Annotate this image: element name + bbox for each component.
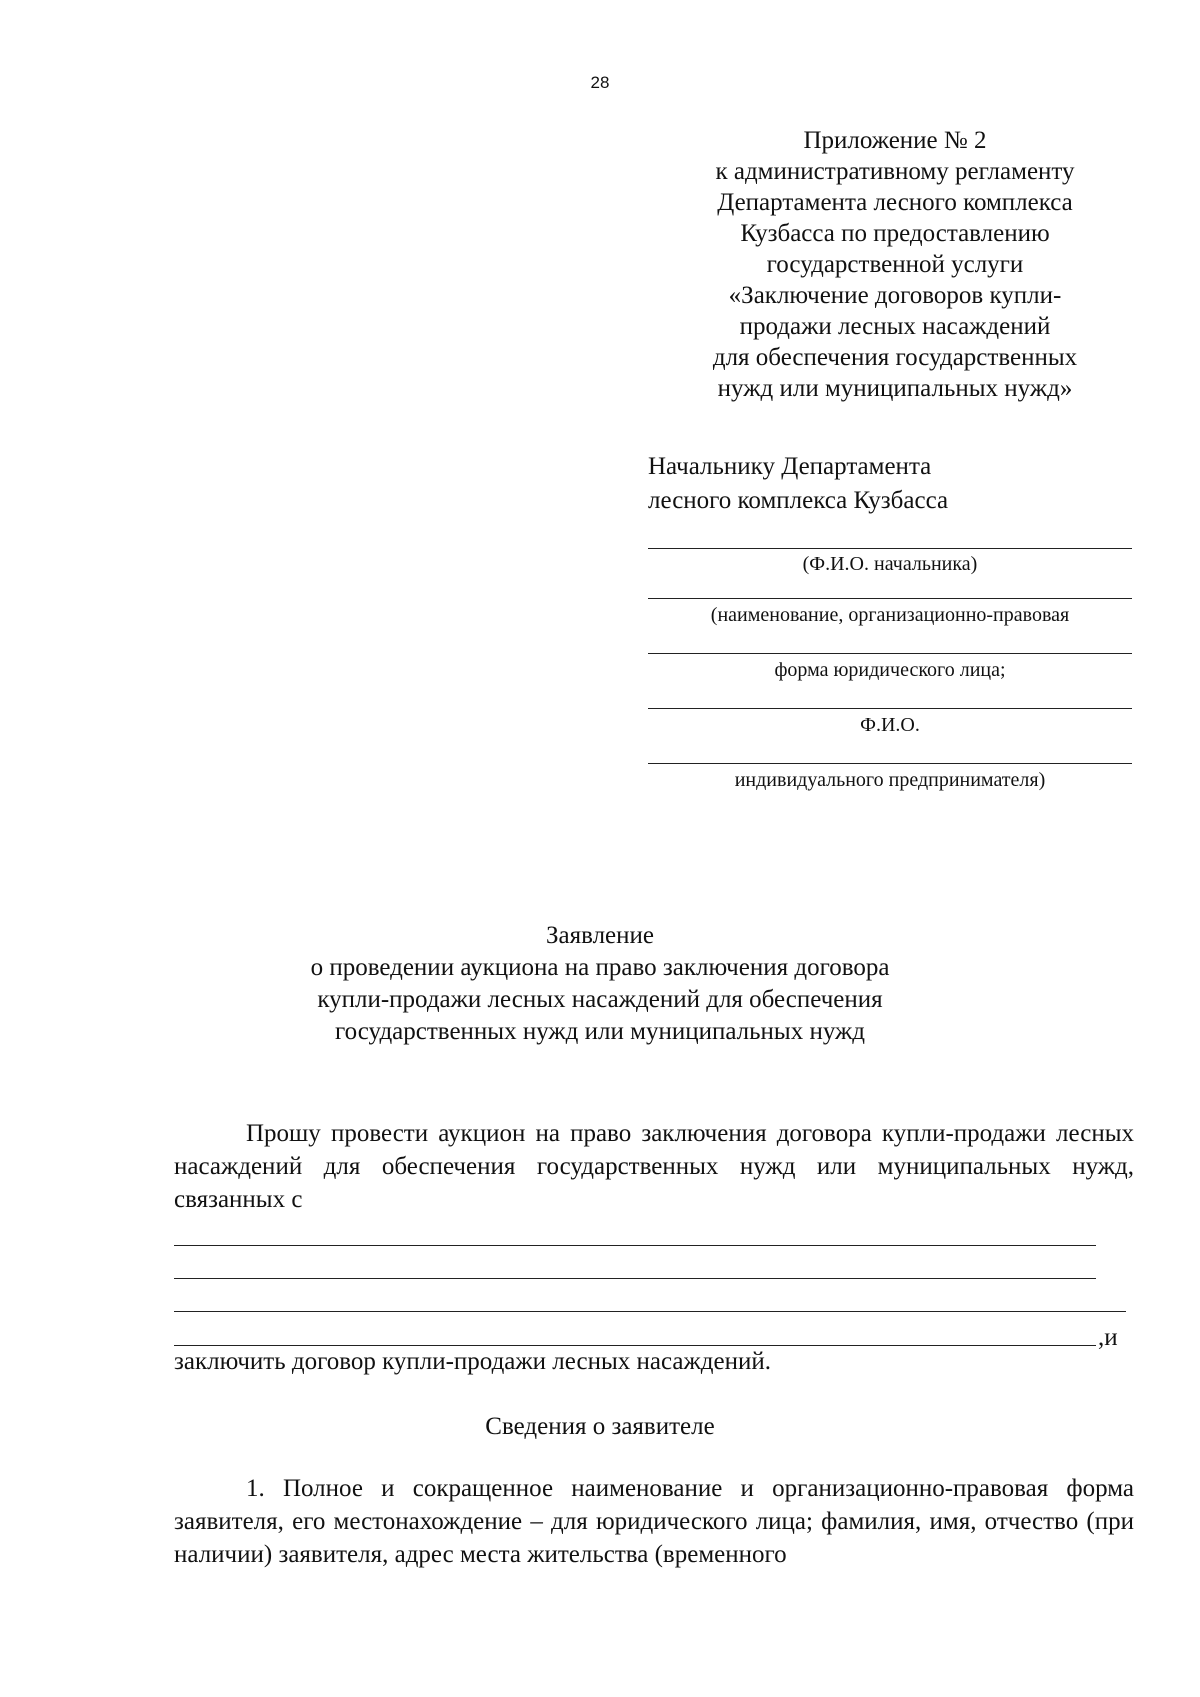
- purpose-blank-line: [174, 1311, 1126, 1312]
- request-paragraph: Прошу провести аукцион на право заключения договора купли-продажи лесных насаждений для обеспечения государственных нужд или муниципальных нужд, связанных с: [174, 1120, 1134, 1213]
- entrepreneur-caption: индивидуального предпринимателя): [734, 769, 1046, 791]
- annex-line: Кузбасса по предоставлению: [740, 220, 1050, 247]
- entrepreneur-fill-line: [648, 763, 1132, 764]
- annex-header: [660, 125, 1130, 404]
- legal-form-caption: форма юридического лица;: [774, 659, 1006, 681]
- statement-title-line: Заявление: [545, 922, 655, 949]
- annex-line: к административному регламенту: [715, 158, 1075, 185]
- page-number: 28: [590, 73, 610, 92]
- item-1-paragraph: 1. Полное и сокращенное наименование и организационно-правовая форма заявителя, его местонахождение – для юридического лица; фамилия, имя, отчество (при наличии) заявителя, адрес места жительства (временного: [174, 1475, 1134, 1568]
- legal-form-fill-line: [648, 653, 1132, 654]
- head-name-fill-line: [648, 548, 1132, 549]
- blank-tail: ,и: [1098, 1324, 1118, 1351]
- annex-line: нужд или муниципальных нужд»: [717, 375, 1073, 402]
- addressee-line: лесного комплекса Кузбасса: [648, 487, 949, 514]
- statement-title-line: о проведении аукциона на право заключения договора: [310, 954, 890, 981]
- addressee-line: Начальнику Департамента: [648, 453, 932, 480]
- purpose-blank-line: [174, 1278, 1096, 1279]
- org-name-fill-line: [648, 598, 1132, 599]
- org-name-caption: (наименование, организационно-правовая: [710, 604, 1070, 626]
- closing-line: заключить договор купли-продажи лесных насаждений.: [174, 1348, 771, 1375]
- annex-line: для обеспечения государственных: [712, 344, 1078, 371]
- annex-line: государственной услуги: [766, 251, 1024, 278]
- statement-title-line: государственных нужд или муниципальных нужд: [335, 1018, 865, 1045]
- fio-caption: Ф.И.О.: [860, 714, 920, 736]
- addressee-block: [648, 450, 1138, 518]
- annex-line: Департамента лесного комплекса: [717, 189, 1073, 216]
- purpose-blank-line: [174, 1245, 1096, 1246]
- statement-title-line: купли-продажи лесных насаждений для обеспечения: [317, 986, 883, 1013]
- annex-line: продажи лесных насаждений: [739, 313, 1051, 340]
- annex-line: «Заключение договоров купли-: [728, 282, 1062, 309]
- fio-fill-line: [648, 708, 1132, 709]
- head-name-caption: (Ф.И.О. начальника): [802, 553, 978, 575]
- annex-line: Приложение № 2: [803, 127, 987, 154]
- section-title: Сведения о заявителе: [485, 1413, 715, 1440]
- statement-title: [0, 920, 1200, 1048]
